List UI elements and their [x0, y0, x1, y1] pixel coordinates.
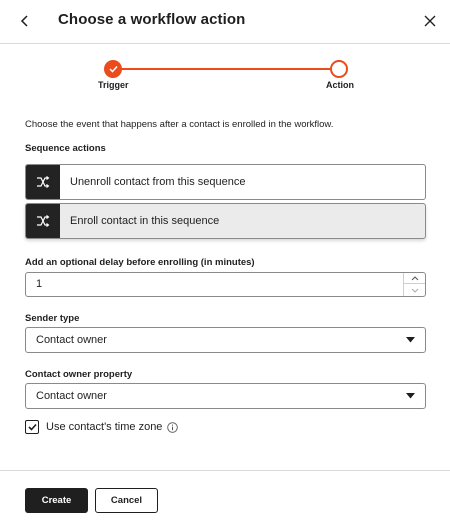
close-button[interactable]: [420, 11, 440, 31]
chevron-up-icon: [411, 276, 419, 281]
sequence-actions-label: Sequence actions: [25, 143, 106, 154]
sender-type-label: Sender type: [25, 313, 80, 324]
intro-text: Choose the event that happens after a contact is enrolled in the workflow.: [25, 119, 334, 130]
stepper-progress-line: [113, 68, 339, 70]
delay-minutes-input[interactable]: [25, 272, 426, 297]
cancel-button[interactable]: Cancel: [95, 488, 158, 513]
number-spinner: [403, 273, 425, 296]
step-label-action: Action: [326, 80, 354, 90]
contact-owner-property-label: Contact owner property: [25, 369, 133, 380]
create-button[interactable]: Create: [25, 488, 88, 513]
action-option-enroll[interactable]: [25, 203, 426, 239]
action-option-label: Unenroll contact from this sequence: [70, 176, 246, 188]
info-icon[interactable]: [167, 422, 178, 433]
delay-label: Add an optional delay before enrolling (in minutes): [25, 257, 255, 268]
timezone-checkbox-label[interactable]: Use contact's time zone: [46, 421, 163, 433]
increment-button[interactable]: [404, 273, 425, 284]
sender-type-select[interactable]: [25, 327, 426, 353]
delay-value: 1: [36, 278, 43, 290]
modal-header: [0, 0, 450, 44]
contact-owner-property-value: Contact owner: [36, 390, 107, 402]
step-action-active: [330, 60, 348, 78]
timezone-checkbox[interactable]: [25, 420, 39, 434]
caret-down-icon: [406, 393, 415, 399]
workflow-stepper: [0, 58, 450, 94]
sequence-icon: [26, 204, 60, 238]
checkmark-icon: [28, 423, 37, 431]
step-trigger-complete: [104, 60, 122, 78]
checkmark-icon: [109, 65, 118, 73]
back-button[interactable]: [15, 11, 35, 31]
caret-down-icon: [406, 337, 415, 343]
chevron-left-icon: [20, 15, 30, 27]
chevron-down-icon: [411, 288, 419, 293]
step-label-trigger: Trigger: [98, 80, 129, 90]
sequence-icon: [26, 165, 60, 199]
sender-type-value: Contact owner: [36, 334, 107, 346]
action-option-unenroll[interactable]: [25, 164, 426, 200]
decrement-button[interactable]: [404, 285, 425, 296]
contact-owner-property-select[interactable]: [25, 383, 426, 409]
close-icon: [424, 15, 436, 27]
modal-footer: [0, 470, 450, 526]
timezone-option: [25, 419, 178, 435]
page-title: Choose a workflow action: [58, 11, 246, 28]
action-option-label: Enroll contact in this sequence: [70, 215, 220, 227]
